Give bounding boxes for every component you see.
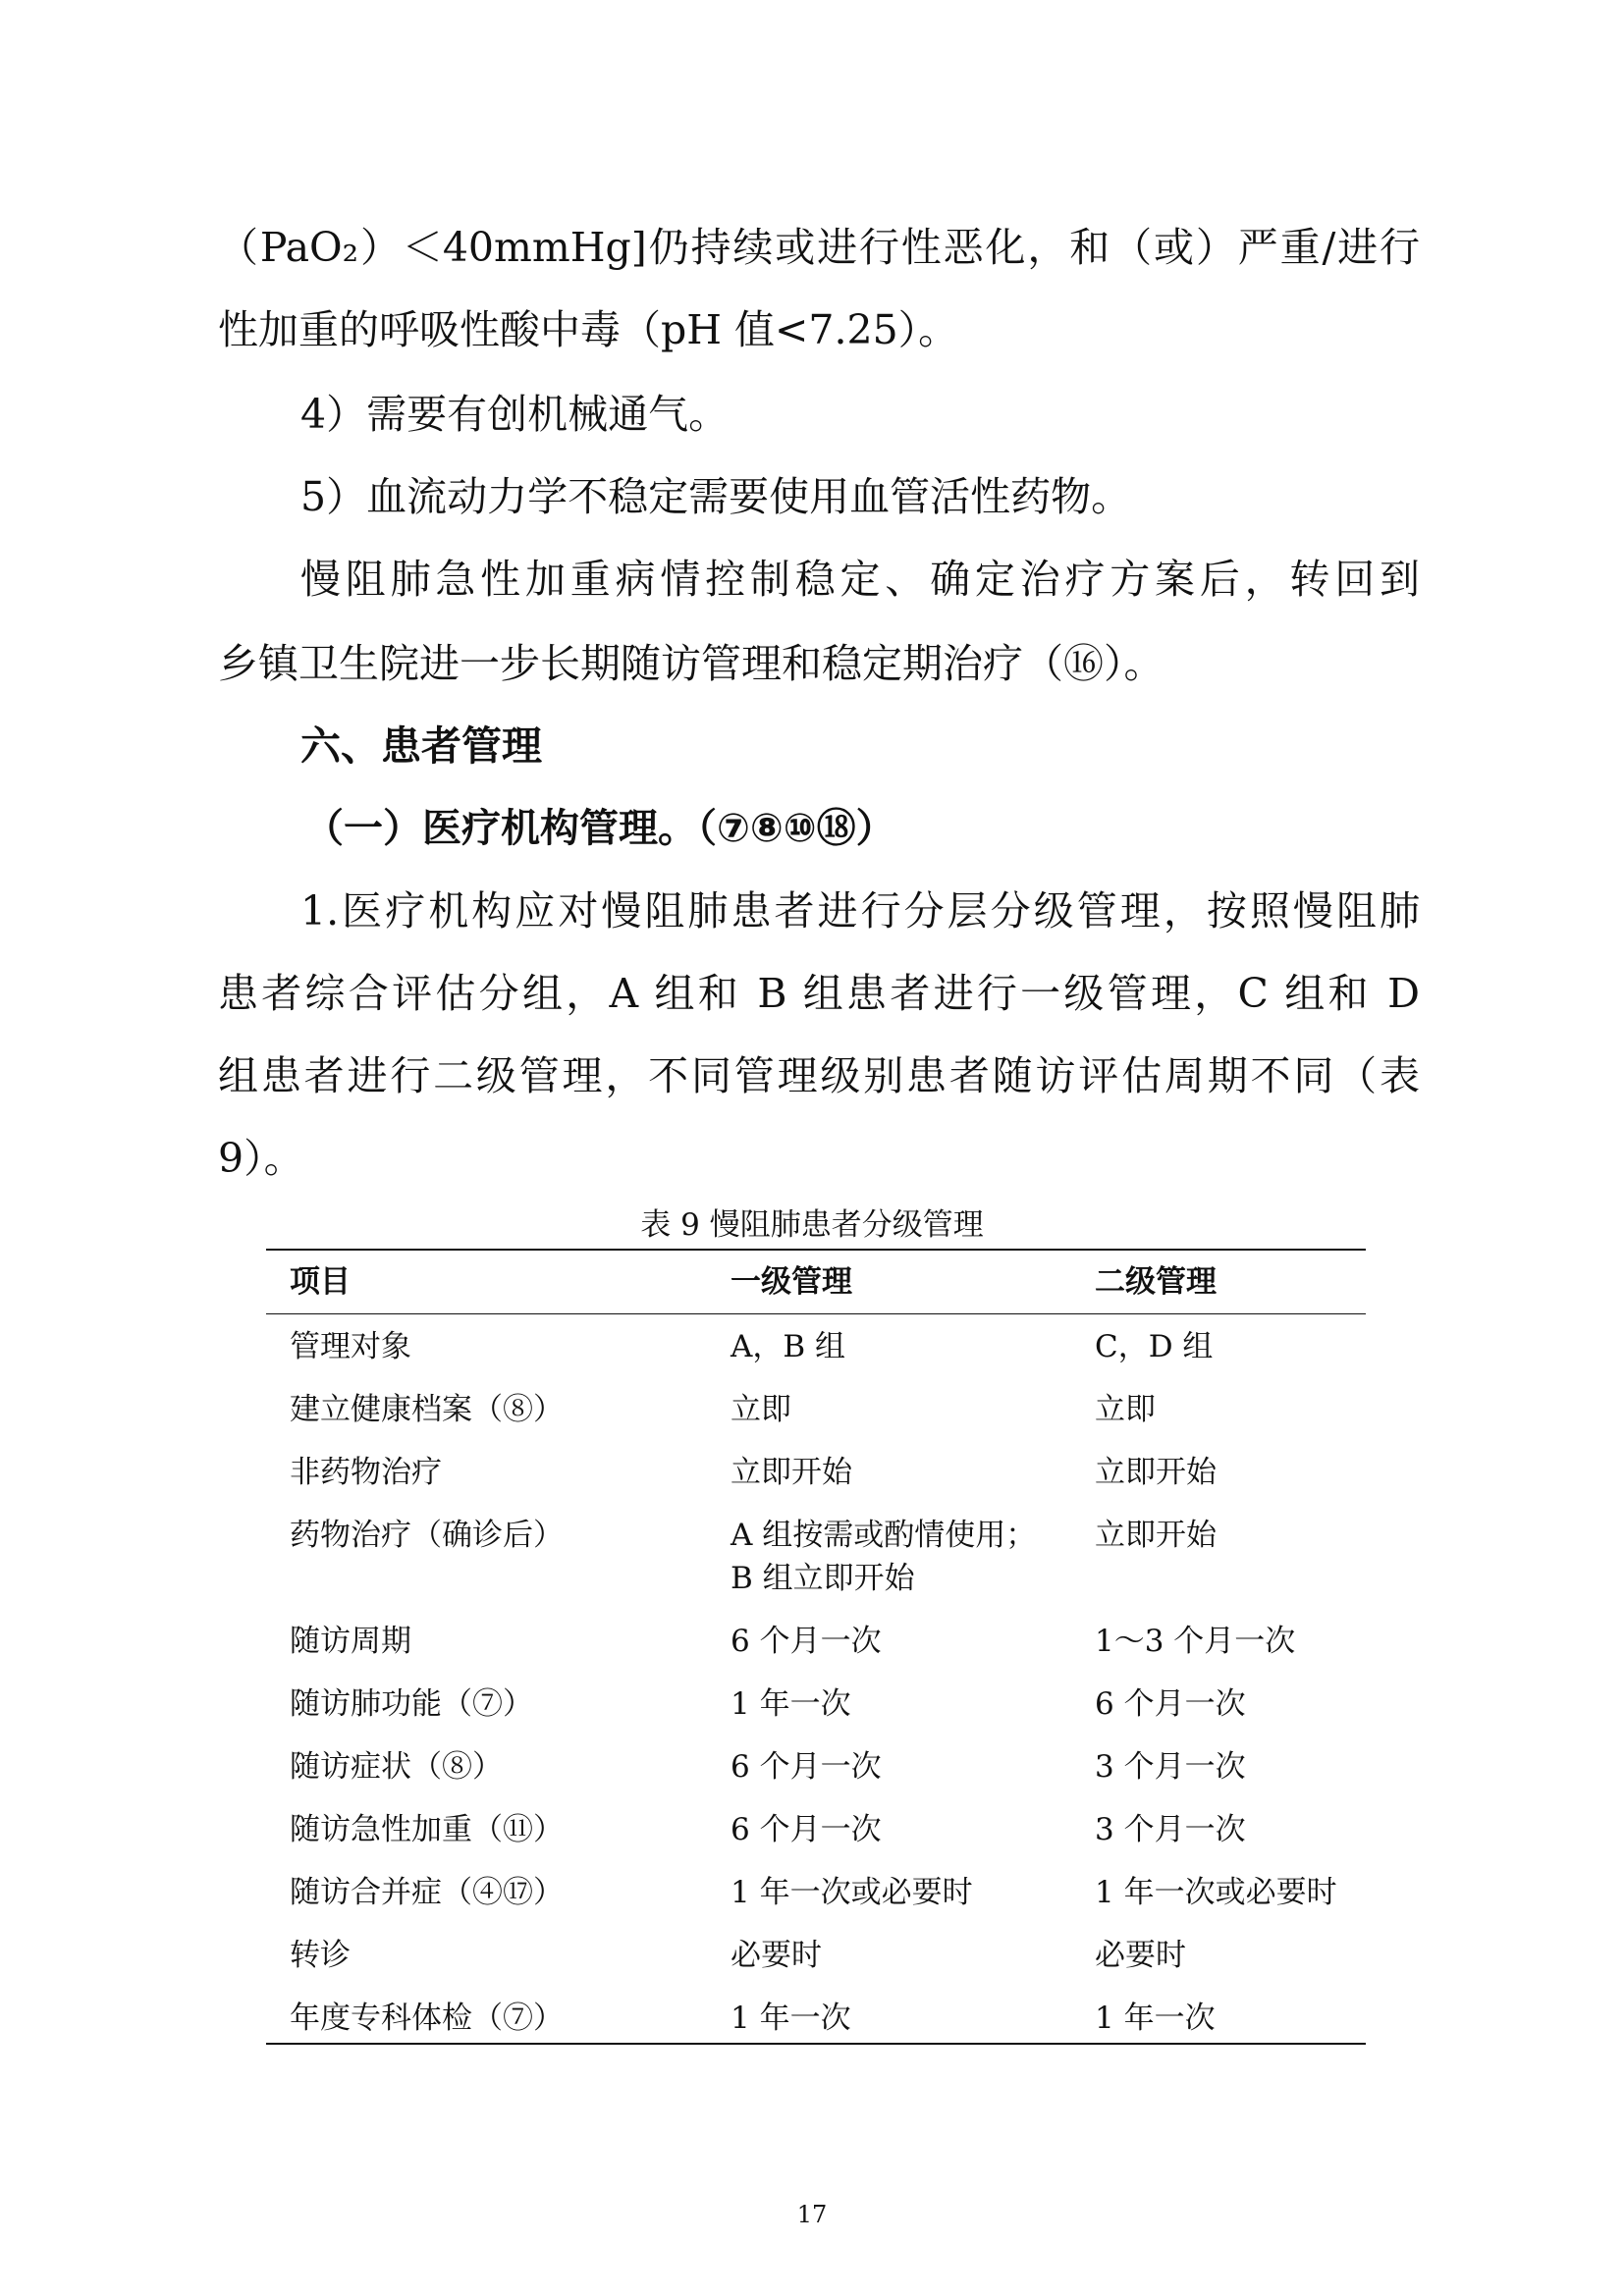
table-header-rule	[266, 1313, 1366, 1314]
table-cell: 立即开始	[1095, 1455, 1217, 1490]
list-item: 4）需要有创机械通气。	[300, 391, 730, 438]
table-cell: 必要时	[731, 1938, 822, 1973]
table-cell: 随访症状（⑧）	[290, 1749, 503, 1785]
table-cell: A，B 组	[731, 1329, 846, 1364]
paragraph-line: 9）。	[218, 1135, 304, 1182]
paragraph-line: （PaO₂）＜40mmHg]仍持续或进行性恶化，和（或）严重/进行	[218, 224, 1420, 271]
table-cell: 6 个月一次	[731, 1812, 882, 1847]
table-cell: 非药物治疗	[290, 1455, 442, 1490]
table-cell: 6 个月一次	[731, 1624, 882, 1659]
column-header: 项目	[290, 1264, 351, 1300]
table-cell: 1 年一次或必要时	[1095, 1875, 1337, 1910]
table-caption: 表 9 慢阻肺患者分级管理	[640, 1207, 984, 1243]
paragraph-line: 性加重的呼吸性酸中毒（pH 值<7.25）。	[218, 306, 959, 353]
table-top-rule	[266, 1249, 1366, 1251]
table-cell: 立即	[1095, 1392, 1156, 1427]
table-cell: 6 个月一次	[731, 1749, 882, 1785]
column-header: 一级管理	[731, 1264, 852, 1300]
section-heading: 六、患者管理	[300, 722, 542, 770]
paragraph-line: 组患者进行二级管理，不同管理级别患者随访评估周期不同（表	[218, 1052, 1420, 1099]
table-cell: 药物治疗（确诊后）	[290, 1518, 564, 1553]
table-cell: 建立健康档案（⑧）	[290, 1392, 564, 1427]
table-cell: A 组按需或酌情使用；	[731, 1518, 1037, 1553]
paragraph-line: 慢阻肺急性加重病情控制稳定、确定治疗方案后，转回到	[300, 556, 1420, 603]
paragraph-line: 乡镇卫生院进一步长期随访管理和稳定期治疗（⑯）。	[218, 640, 1164, 687]
table-cell: 立即开始	[1095, 1518, 1217, 1553]
table-cell: 3 个月一次	[1095, 1749, 1246, 1785]
table-cell: 随访急性加重（⑪）	[290, 1812, 564, 1847]
table-cell: 1 年一次	[731, 1686, 851, 1722]
table-cell: 立即	[731, 1392, 791, 1427]
table-cell: 必要时	[1095, 1938, 1186, 1973]
table-cell: 年度专科体检（⑦）	[290, 2001, 564, 2036]
table-cell: 1 年一次或必要时	[731, 1875, 973, 1910]
table-cell: 1 年一次	[731, 2001, 851, 2036]
list-item: 5）血流动力学不稳定需要使用血管活性药物。	[300, 473, 1132, 520]
table-cell: 1 年一次	[1095, 2001, 1216, 2036]
table-cell: 6 个月一次	[1095, 1686, 1246, 1722]
table-bottom-rule	[266, 2043, 1366, 2045]
table-cell: 管理对象	[290, 1329, 411, 1364]
table-cell: 随访周期	[290, 1624, 411, 1659]
table-cell: C，D 组	[1095, 1329, 1214, 1364]
subsection-heading: （一）医疗机构管理。（⑦⑧⑩⑱）	[304, 806, 895, 851]
paragraph-line: 1.医疗机构应对慢阻肺患者进行分层分级管理，按照慢阻肺	[300, 887, 1420, 934]
table-cell: 随访肺功能（⑦）	[290, 1686, 533, 1722]
table-cell: 转诊	[290, 1938, 351, 1973]
table-cell: 随访合并症（④⑰）	[290, 1875, 564, 1910]
table-cell: 3 个月一次	[1095, 1812, 1246, 1847]
table-cell: 1～3 个月一次	[1095, 1624, 1296, 1659]
paragraph-line: 患者综合评估分组，A 组和 B 组患者进行一级管理，C 组和 D	[218, 970, 1420, 1017]
page-number: 17	[796, 2201, 828, 2228]
table-cell: 立即开始	[731, 1455, 852, 1490]
table-cell: B 组立即开始	[731, 1561, 915, 1596]
column-header: 二级管理	[1095, 1264, 1217, 1300]
